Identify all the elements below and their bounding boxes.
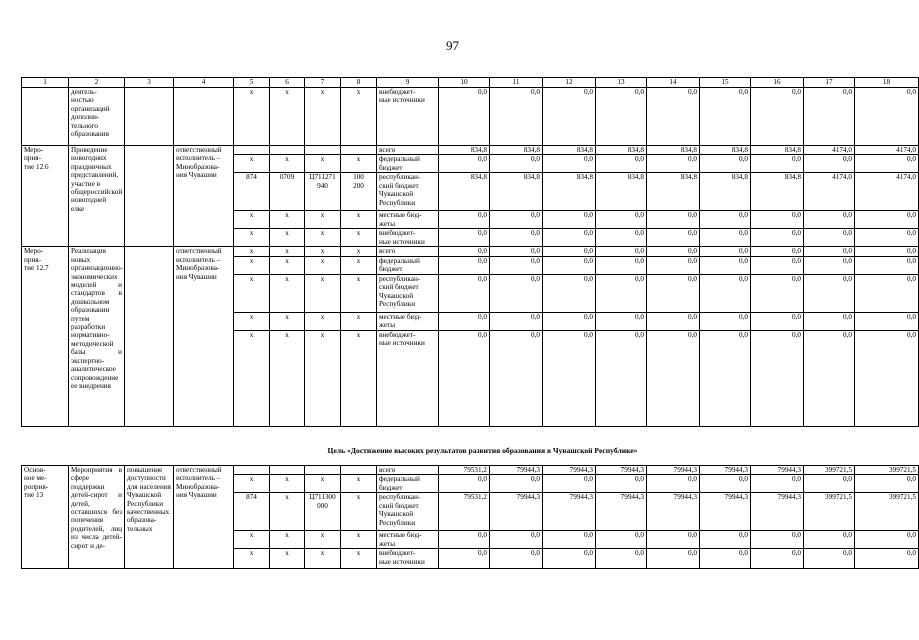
- value-cell: 0,0: [596, 274, 647, 312]
- value-cell: 0,0: [751, 312, 804, 330]
- value-cell: 0,0: [855, 475, 919, 493]
- value-cell: 79531,2: [439, 493, 490, 531]
- value-cell: 0,0: [751, 88, 804, 146]
- code-cell-c8: x: [341, 229, 377, 247]
- empty-cell: [22, 88, 69, 146]
- value-cell: 79944,3: [647, 493, 700, 531]
- value-cell: 0,0: [596, 531, 647, 549]
- funding-source: республикан- ский бюджет Чувашской Республики: [377, 493, 439, 531]
- event-description: Мероприятия в сфере поддержки детей-сирот и детей, оставшихся без попечения родителей, лиц из числа детей-сирот и де-: [69, 466, 125, 569]
- code-cell-c6: x: [270, 475, 305, 493]
- column-header-11: 11: [490, 78, 543, 88]
- value-cell: 79944,3: [700, 466, 751, 475]
- value-cell: 0,0: [647, 211, 700, 229]
- column-header-13: 13: [596, 78, 647, 88]
- value-cell: 0,0: [439, 549, 490, 569]
- code-cell-c7: x: [305, 256, 341, 274]
- value-cell: 0,0: [490, 330, 543, 426]
- value-cell: 834,8: [439, 173, 490, 211]
- value-cell: 0,0: [647, 229, 700, 247]
- column-header-2: 2: [69, 78, 125, 88]
- column-header-1: 1: [22, 78, 69, 88]
- code-cell-c8: x: [341, 247, 377, 256]
- column-header-7: 7: [305, 78, 341, 88]
- value-cell: 0,0: [543, 88, 596, 146]
- column-header-5: 5: [234, 78, 270, 88]
- code-cell-c6: x: [270, 155, 305, 173]
- value-cell: 0,0: [647, 88, 700, 146]
- value-cell: 0,0: [855, 229, 919, 247]
- code-cell-c7: x: [305, 155, 341, 173]
- value-cell: 0,0: [490, 312, 543, 330]
- value-cell: 0,0: [804, 549, 855, 569]
- value-cell: 0,0: [855, 155, 919, 173]
- value-cell: 0,0: [596, 155, 647, 173]
- code-cell-c8: x: [341, 155, 377, 173]
- empty-cell: [125, 247, 174, 426]
- table-row: [22, 88, 919, 146]
- value-cell: 0,0: [804, 211, 855, 229]
- value-cell: 0,0: [647, 247, 700, 256]
- header-row: [22, 78, 919, 88]
- value-cell: 0,0: [490, 247, 543, 256]
- code-cell-c5: x: [234, 229, 270, 247]
- value-cell: 0,0: [543, 229, 596, 247]
- value-cell: 0,0: [647, 475, 700, 493]
- code-cell-c6: x: [270, 330, 305, 426]
- code-cell-c6: x: [270, 531, 305, 549]
- value-cell: 79944,3: [700, 493, 751, 531]
- code-cell-c5: 874: [234, 173, 270, 211]
- column-header-16: 16: [751, 78, 804, 88]
- code-cell-c5: [234, 146, 270, 155]
- value-cell: 0,0: [804, 475, 855, 493]
- value-cell: 0,0: [439, 88, 490, 146]
- value-cell: 0,0: [543, 211, 596, 229]
- value-cell: 0,0: [596, 549, 647, 569]
- funding-source: всего: [377, 466, 439, 475]
- value-cell: 0,0: [700, 475, 751, 493]
- value-cell: 0,0: [490, 531, 543, 549]
- value-cell: 79944,3: [596, 466, 647, 475]
- value-cell: 0,0: [439, 475, 490, 493]
- code-cell-c7: x: [305, 211, 341, 229]
- code-cell-c8: [341, 146, 377, 155]
- code-cell-c8: x: [341, 531, 377, 549]
- event-number: Основ- ное ме- роприя- тие 13: [22, 466, 69, 569]
- value-cell: 0,0: [596, 256, 647, 274]
- column-header-9: 9: [377, 78, 439, 88]
- value-cell: 0,0: [804, 274, 855, 312]
- code-cell-c5: x: [234, 549, 270, 569]
- table-row: [22, 247, 919, 256]
- value-cell: 0,0: [490, 274, 543, 312]
- value-cell: 0,0: [596, 211, 647, 229]
- code-cell-c5: x: [234, 247, 270, 256]
- code-cell-c5: x: [234, 312, 270, 330]
- value-cell: 0,0: [751, 475, 804, 493]
- code-cell-c8: x: [341, 312, 377, 330]
- value-cell: 0,0: [439, 330, 490, 426]
- code-cell-c6: x: [270, 274, 305, 312]
- code-cell-c5: x: [234, 475, 270, 493]
- value-cell: 0,0: [439, 211, 490, 229]
- value-cell: 79944,3: [543, 466, 596, 475]
- code-cell-c5: x: [234, 256, 270, 274]
- code-cell-c7: x: [305, 312, 341, 330]
- funding-source: федеральный бюджет: [377, 256, 439, 274]
- value-cell: 834,8: [543, 146, 596, 155]
- value-cell: 0,0: [700, 211, 751, 229]
- value-cell: 0,0: [490, 211, 543, 229]
- column-header-6: 6: [270, 78, 305, 88]
- code-cell-c8: x: [341, 274, 377, 312]
- value-cell: 0,0: [647, 312, 700, 330]
- code-cell-c5: x: [234, 531, 270, 549]
- value-cell: 0,0: [804, 312, 855, 330]
- budget-table-top: [21, 77, 919, 427]
- code-cell-c8: x: [341, 330, 377, 426]
- code-cell-c7: x: [305, 247, 341, 256]
- empty-cell: [174, 88, 234, 146]
- column-header-8: 8: [341, 78, 377, 88]
- value-cell: 4174,0: [804, 173, 855, 211]
- value-cell: 0,0: [596, 88, 647, 146]
- budget-table-bottom: [21, 465, 919, 569]
- value-cell: 0,0: [700, 330, 751, 426]
- value-cell: 0,0: [700, 247, 751, 256]
- value-cell: 0,0: [647, 330, 700, 426]
- table-row: [22, 146, 919, 155]
- value-cell: 0,0: [804, 330, 855, 426]
- value-cell: 0,0: [439, 155, 490, 173]
- code-cell-c7: x: [305, 531, 341, 549]
- value-cell: 834,8: [751, 146, 804, 155]
- value-cell: 0,0: [490, 549, 543, 569]
- value-cell: 0,0: [490, 229, 543, 247]
- funding-source: республикан- ский бюджет Чувашской Республики: [377, 173, 439, 211]
- value-cell: 0,0: [804, 88, 855, 146]
- value-cell: 0,0: [700, 549, 751, 569]
- code-cell-c6: x: [270, 88, 305, 146]
- code-cell-c5: x: [234, 155, 270, 173]
- value-cell: 4174,0: [855, 173, 919, 211]
- funding-source: местные бюд- жеты: [377, 211, 439, 229]
- code-cell-c8: [341, 466, 377, 475]
- value-cell: 834,8: [751, 173, 804, 211]
- column-header-17: 17: [804, 78, 855, 88]
- value-cell: 834,8: [543, 173, 596, 211]
- value-cell: 0,0: [490, 256, 543, 274]
- value-cell: 0,0: [700, 155, 751, 173]
- value-cell: 399721,5: [804, 493, 855, 531]
- funding-source: федеральный бюджет: [377, 155, 439, 173]
- value-cell: 0,0: [647, 274, 700, 312]
- value-cell: 0,0: [543, 155, 596, 173]
- code-cell-c5: 874: [234, 493, 270, 531]
- value-cell: 399721,5: [804, 466, 855, 475]
- value-cell: 0,0: [804, 155, 855, 173]
- value-cell: 0,0: [543, 256, 596, 274]
- value-cell: 0,0: [543, 247, 596, 256]
- value-cell: 0,0: [855, 312, 919, 330]
- value-cell: 79944,3: [751, 466, 804, 475]
- page-number: 97: [446, 38, 459, 53]
- value-cell: 0,0: [647, 549, 700, 569]
- code-cell-c5: x: [234, 88, 270, 146]
- empty-cell: [125, 88, 174, 146]
- column-header-3: 3: [125, 78, 174, 88]
- value-cell: 0,0: [751, 247, 804, 256]
- value-cell: 0,0: [751, 531, 804, 549]
- code-cell-c6: x: [270, 312, 305, 330]
- code-cell-c8: x: [341, 88, 377, 146]
- value-cell: 0,0: [439, 274, 490, 312]
- value-cell: 79944,3: [596, 493, 647, 531]
- code-cell-c8: x: [341, 549, 377, 569]
- value-cell: 0,0: [855, 274, 919, 312]
- value-cell: 79944,3: [490, 493, 543, 531]
- value-cell: 0,0: [543, 549, 596, 569]
- code-cell-c5: x: [234, 211, 270, 229]
- value-cell: 0,0: [543, 531, 596, 549]
- goal-title: Цель «Достижение высоких результатов развития образования в Чувашской Республике»: [327, 446, 638, 455]
- value-cell: 0,0: [855, 549, 919, 569]
- funding-source: внебюджет- ные источники: [377, 549, 439, 569]
- code-cell-c6: x: [270, 256, 305, 274]
- funding-source: внебюджет- ные источники: [377, 330, 439, 426]
- value-cell: 0,0: [490, 475, 543, 493]
- code-cell-c5: x: [234, 274, 270, 312]
- code-cell-c6: x: [270, 229, 305, 247]
- column-header-10: 10: [439, 78, 490, 88]
- value-cell: 0,0: [700, 531, 751, 549]
- funding-source: всего: [377, 247, 439, 256]
- value-cell: 0,0: [439, 256, 490, 274]
- code-cell-c5: [234, 466, 270, 475]
- value-cell: 0,0: [543, 330, 596, 426]
- empty-cell: [125, 146, 174, 247]
- funding-source: всего: [377, 146, 439, 155]
- value-cell: 0,0: [543, 475, 596, 493]
- value-cell: 834,8: [647, 146, 700, 155]
- value-cell: 834,8: [596, 173, 647, 211]
- value-cell: 0,0: [596, 229, 647, 247]
- column-header-14: 14: [647, 78, 700, 88]
- funding-source: внебюджет- ные источники: [377, 88, 439, 146]
- value-cell: 0,0: [439, 229, 490, 247]
- code-cell-c8: x: [341, 475, 377, 493]
- code-cell-c7: x: [305, 330, 341, 426]
- column-header-18: 18: [855, 78, 919, 88]
- column-header-15: 15: [700, 78, 751, 88]
- value-cell: 0,0: [700, 274, 751, 312]
- value-cell: 79944,3: [647, 466, 700, 475]
- value-cell: 0,0: [751, 155, 804, 173]
- value-cell: 0,0: [647, 155, 700, 173]
- funding-source: федеральный бюджет: [377, 475, 439, 493]
- code-cell-c6: [270, 466, 305, 475]
- funding-source: местные бюд- жеты: [377, 531, 439, 549]
- value-cell: 0,0: [596, 247, 647, 256]
- value-cell: 834,8: [700, 146, 751, 155]
- event-goal: повышение доступности для населения Чувашской Республики качественных образова- тельных: [125, 466, 174, 569]
- code-cell-c6: x: [270, 211, 305, 229]
- value-cell: 0,0: [647, 531, 700, 549]
- code-cell-c8: x: [341, 493, 377, 531]
- code-cell-c8: x: [341, 256, 377, 274]
- value-cell: 0,0: [490, 88, 543, 146]
- value-cell: 0,0: [439, 247, 490, 256]
- funding-source: республикан- ский бюджет Чувашской Республики: [377, 274, 439, 312]
- value-cell: 0,0: [700, 229, 751, 247]
- value-cell: 0,0: [596, 312, 647, 330]
- value-cell: 0,0: [751, 330, 804, 426]
- value-cell: 399721,5: [855, 493, 919, 531]
- column-header-4: 4: [174, 78, 234, 88]
- code-cell-c7: x: [305, 229, 341, 247]
- value-cell: 0,0: [751, 549, 804, 569]
- event-description: деятель- ностью организаций дополни- тельного образования: [69, 88, 125, 146]
- value-cell: 0,0: [855, 211, 919, 229]
- code-cell-c8: 100 200: [341, 173, 377, 211]
- value-cell: 0,0: [439, 312, 490, 330]
- value-cell: 0,0: [700, 88, 751, 146]
- value-cell: 0,0: [751, 211, 804, 229]
- value-cell: 0,0: [596, 330, 647, 426]
- value-cell: 834,8: [647, 173, 700, 211]
- value-cell: 0,0: [700, 256, 751, 274]
- value-cell: 0,0: [855, 531, 919, 549]
- responsible-executor: ответственный исполнитель – Минобразова- ния Чувашии: [174, 466, 234, 569]
- value-cell: 834,8: [490, 173, 543, 211]
- code-cell-c5: x: [234, 330, 270, 426]
- value-cell: 0,0: [804, 256, 855, 274]
- value-cell: 0,0: [804, 247, 855, 256]
- value-cell: 0,0: [855, 88, 919, 146]
- value-cell: 79531,2: [439, 466, 490, 475]
- value-cell: 4174,0: [855, 146, 919, 155]
- value-cell: 834,8: [700, 173, 751, 211]
- value-cell: 79944,3: [751, 493, 804, 531]
- value-cell: 0,0: [804, 531, 855, 549]
- value-cell: 834,8: [490, 146, 543, 155]
- value-cell: 0,0: [855, 256, 919, 274]
- event-number: Меро- прия- тие 12.7: [22, 247, 69, 426]
- value-cell: 0,0: [543, 274, 596, 312]
- code-cell-c8: x: [341, 211, 377, 229]
- value-cell: 0,0: [490, 155, 543, 173]
- code-cell-c7: [305, 466, 341, 475]
- value-cell: 0,0: [804, 229, 855, 247]
- value-cell: 0,0: [751, 229, 804, 247]
- value-cell: 4174,0: [804, 146, 855, 155]
- value-cell: 0,0: [439, 531, 490, 549]
- code-cell-c6: x: [270, 549, 305, 569]
- code-cell-c7: x: [305, 475, 341, 493]
- event-number: Меро- прия- тие 12.6: [22, 146, 69, 247]
- column-header-12: 12: [543, 78, 596, 88]
- code-cell-c6: x: [270, 247, 305, 256]
- value-cell: 0,0: [543, 312, 596, 330]
- funding-source: внебюджет- ные источники: [377, 229, 439, 247]
- responsible-executor: ответственный исполнитель – Минобразова- ния Чувашии: [174, 146, 234, 247]
- funding-source: местные бюд- жеты: [377, 312, 439, 330]
- code-cell-c6: x: [270, 493, 305, 531]
- value-cell: 79944,3: [490, 466, 543, 475]
- value-cell: 0,0: [596, 475, 647, 493]
- value-cell: 0,0: [855, 247, 919, 256]
- value-cell: 0,0: [751, 274, 804, 312]
- value-cell: 0,0: [751, 256, 804, 274]
- code-cell-c7: Ц711271 940: [305, 173, 341, 211]
- value-cell: 834,8: [596, 146, 647, 155]
- code-cell-c6: [270, 146, 305, 155]
- value-cell: 399721,5: [855, 466, 919, 475]
- code-cell-c7: Ц711300 000: [305, 493, 341, 531]
- code-cell-c7: [305, 146, 341, 155]
- code-cell-c7: x: [305, 88, 341, 146]
- code-cell-c6: 0709: [270, 173, 305, 211]
- table-row: [22, 466, 919, 475]
- code-cell-c7: x: [305, 549, 341, 569]
- responsible-executor: ответственный исполнитель – Минобразова- ния Чувашии: [174, 247, 234, 426]
- value-cell: 834,8: [439, 146, 490, 155]
- value-cell: 0,0: [647, 256, 700, 274]
- value-cell: 0,0: [700, 312, 751, 330]
- value-cell: 0,0: [855, 330, 919, 426]
- event-description: Проведение новогодних праздничных представлений, участие в общероссийской новогодней елке: [69, 146, 125, 247]
- event-description: Реализация новых организационно-экономических моделей и стандартов в дошкольном образовании путем разработки нормативно-методической базы и экспертно-аналитическое сопровождение ее внедрения: [69, 247, 125, 426]
- value-cell: 79944,3: [543, 493, 596, 531]
- code-cell-c7: x: [305, 274, 341, 312]
